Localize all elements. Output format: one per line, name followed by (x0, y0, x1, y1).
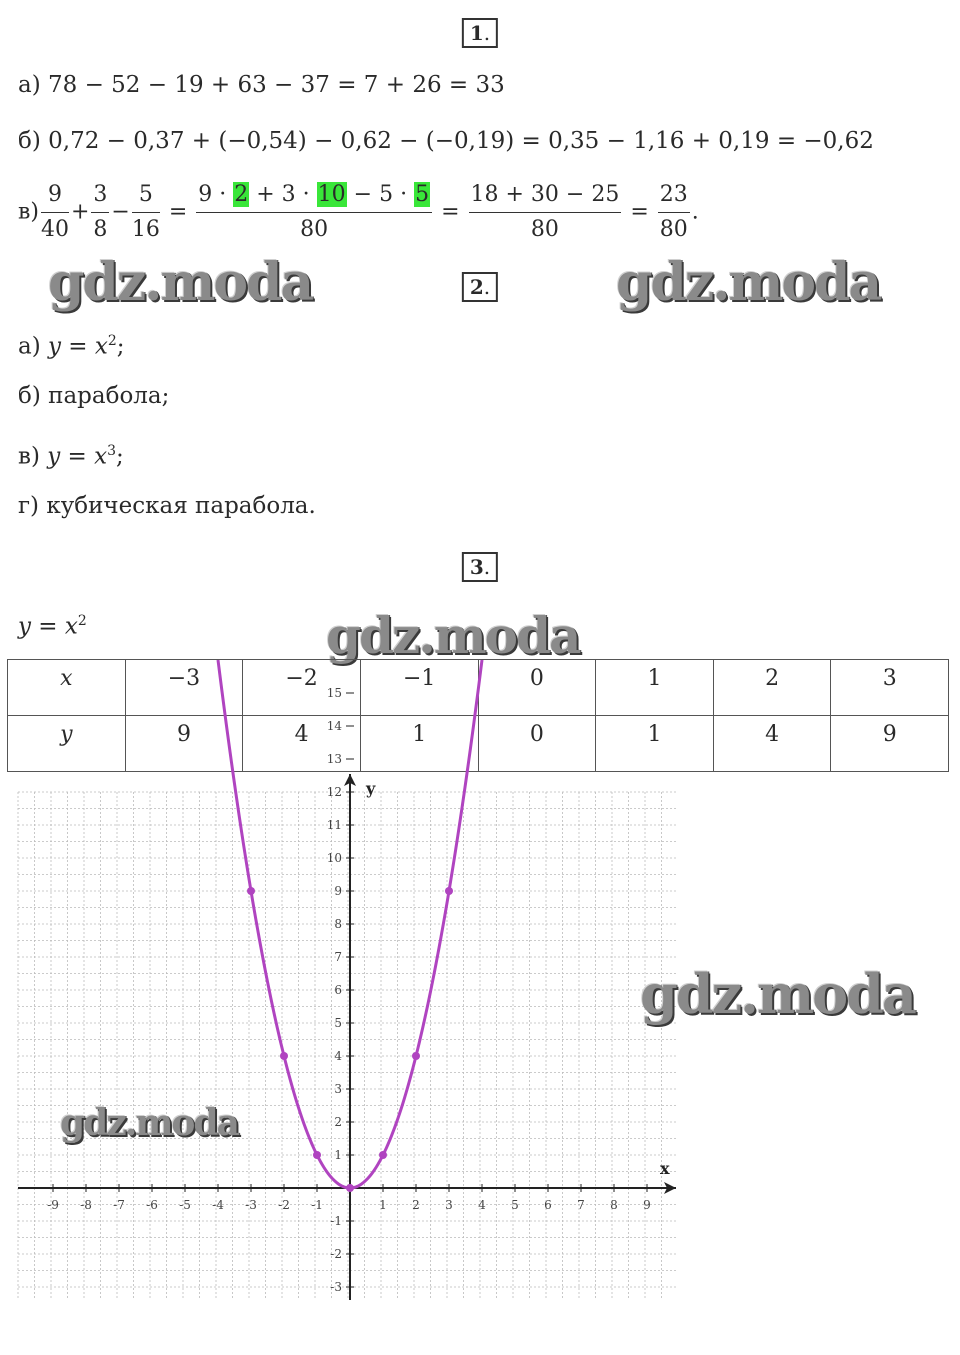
x-tick-label: -2 (278, 1198, 290, 1212)
x-tick-label: -3 (245, 1198, 257, 1212)
y-tick-label: 4 (334, 1049, 342, 1063)
highlight-factor-3: 5 (415, 182, 430, 207)
y-tick-label: 1 (334, 1148, 342, 1162)
fraction-common (196, 180, 432, 245)
task-3-formula: $y = x^2$ (18, 613, 87, 640)
x-tick-label: 8 (610, 1198, 618, 1212)
values-table (7, 659, 949, 772)
fraction-result-num: 23 (658, 180, 690, 213)
highlight-factor-2: 10 (317, 182, 346, 207)
x-tick-label: 2 (412, 1198, 420, 1212)
data-point (247, 887, 255, 895)
watermark: gdz.moda (640, 962, 915, 1026)
y-tick-label: 9 (334, 884, 342, 898)
task-2-v: в) $y = x^3$; (18, 443, 124, 470)
y-axis-label: y (366, 779, 376, 798)
x-tick-label: 3 (445, 1198, 453, 1212)
x-axis-label: x (660, 1159, 670, 1178)
fraction-3-num: 5 (132, 180, 160, 213)
fraction-2 (91, 180, 109, 245)
y-tick-label: 7 (334, 950, 342, 964)
fraction-1-num: 9 (41, 180, 69, 213)
fraction-1 (41, 180, 69, 245)
fraction-common-den: 80 (300, 217, 329, 242)
x-tick-label: -7 (113, 1198, 125, 1212)
x-tick-label: 4 (478, 1198, 486, 1212)
table-cell: 4 (713, 716, 831, 772)
op-equals-1: = (168, 199, 188, 225)
fraction-3 (132, 180, 160, 245)
table-cell: −2 (243, 660, 361, 716)
op-minus: − (111, 199, 130, 225)
x-tick-label: -5 (179, 1198, 191, 1212)
x-tick-label: 7 (577, 1198, 585, 1212)
task-2-a: а) $y = x^2$; (18, 333, 125, 360)
watermark: gdz.moda (326, 606, 580, 665)
table-cell: −3 (125, 660, 243, 716)
x-tick-label: -6 (146, 1198, 158, 1212)
y-tick-label: 10 (326, 851, 342, 865)
y-tick-label: 13 (326, 752, 342, 766)
table-row-y (8, 716, 949, 772)
highlight-factor-1: 2 (234, 182, 249, 207)
op-equals-2: = (441, 199, 460, 225)
task-3-number: 3. (462, 552, 498, 582)
data-point (346, 1184, 354, 1192)
y-tick-label: 3 (334, 1082, 342, 1096)
data-point (412, 1052, 420, 1060)
y-tick-label: 14 (326, 719, 342, 733)
fraction-3-den: 16 (131, 217, 160, 242)
watermark: gdz.moda (616, 252, 881, 313)
fraction-result (658, 180, 690, 245)
x-tick-label: -9 (47, 1198, 59, 1212)
task-1-number: 1. (462, 18, 498, 48)
table-cell: 1 (596, 716, 714, 772)
table-header-x: x (8, 660, 126, 716)
table-cell: 0 (478, 660, 596, 716)
fraction-result-den: 80 (659, 217, 688, 242)
y-tick-label: 12 (326, 785, 342, 799)
data-point (445, 887, 453, 895)
data-point (313, 1151, 321, 1159)
data-point (379, 1151, 387, 1159)
y-tick-label: 5 (334, 1016, 342, 1030)
task-1-a: а) 78 − 52 − 19 + 63 − 37 = 7 + 26 = 33 (18, 72, 505, 98)
fraction-sum (469, 180, 622, 245)
table-cell: 2 (713, 660, 831, 716)
table-cell: 9 (831, 716, 949, 772)
x-tick-label: 9 (643, 1198, 651, 1212)
table-cell: 4 (243, 716, 361, 772)
fraction-common-num: 9 · 2 + 3 · 10 − 5 · 5 (196, 180, 432, 213)
fraction-sum-num: 18 + 30 − 25 (469, 180, 622, 213)
table-cell: 1 (360, 716, 478, 772)
y-tick-label: 15 (326, 686, 342, 700)
parabola-graph (0, 686, 960, 1332)
x-tick-label: 6 (544, 1198, 552, 1212)
y-tick-label: 11 (326, 818, 342, 832)
end-dot: . (691, 199, 699, 225)
task-2-number: 2. (462, 272, 498, 302)
task-1-v-label: в) (18, 199, 39, 225)
x-tick-label: -8 (80, 1198, 92, 1212)
table-header-y: y (8, 716, 126, 772)
data-point (280, 1052, 288, 1060)
op-plus: + (70, 199, 90, 225)
y-tick-label: -3 (330, 1280, 342, 1294)
table-cell: 0 (478, 716, 596, 772)
fraction-sum-den: 80 (530, 217, 559, 242)
table-cell: 3 (831, 660, 949, 716)
table-cell: 9 (125, 716, 243, 772)
op-equals-3: = (630, 199, 649, 225)
task-1-b: б) 0,72 − 0,37 + (−0,54) − 0,62 − (−0,19) = 0,35 − 1,16 + 0,19 = −0,62 (18, 128, 874, 154)
fraction-2-num: 3 (91, 180, 109, 213)
y-tick-label: 8 (334, 917, 342, 931)
x-tick-label: -4 (212, 1198, 224, 1212)
watermark: gdz.moda (60, 1102, 238, 1144)
task-2-b: б) парабола; (18, 383, 170, 409)
x-tick-label: -1 (311, 1198, 323, 1212)
table-cell: 1 (596, 660, 714, 716)
x-tick-label: 1 (379, 1198, 387, 1212)
fraction-1-den: 40 (40, 217, 69, 242)
x-tick-label: 5 (511, 1198, 519, 1212)
y-tick-label: 2 (334, 1115, 342, 1129)
y-tick-label: -2 (330, 1247, 342, 1261)
watermark: gdz.moda (48, 252, 313, 313)
task-2-g: г) кубическая парабола. (18, 493, 316, 519)
y-tick-label: 6 (334, 983, 342, 997)
fraction-2-den: 8 (93, 217, 108, 242)
table-cell: −1 (360, 660, 478, 716)
y-tick-label: -1 (330, 1214, 342, 1228)
task-1-v (18, 180, 699, 245)
